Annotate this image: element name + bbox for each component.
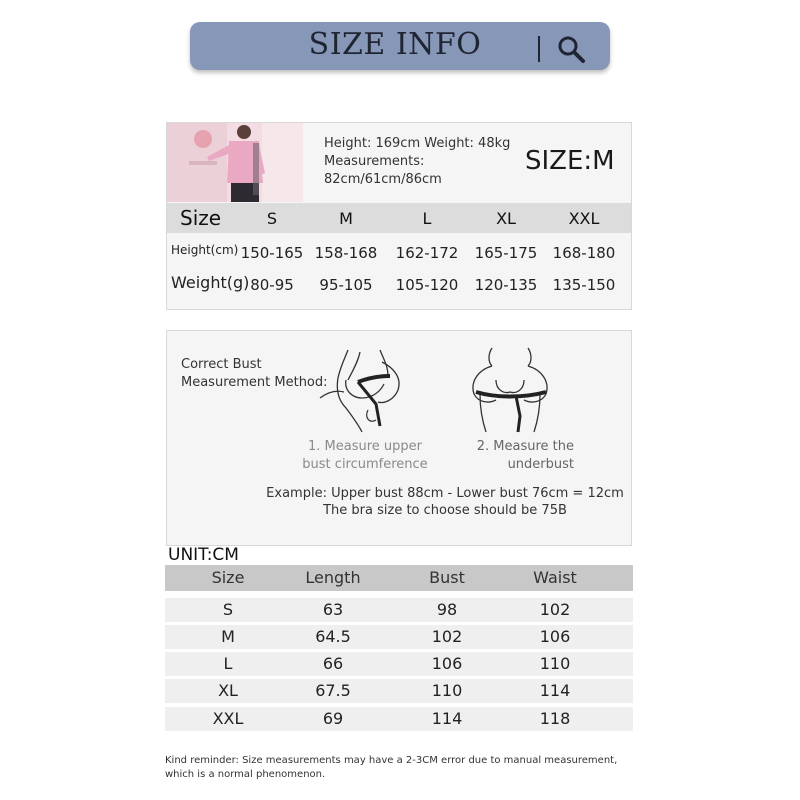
row-waist: 110 — [539, 654, 571, 673]
reminder-line1: Kind reminder: Size measurements may have a 2-3CM error due to manual measurement, — [165, 755, 618, 766]
weight-cell: 95-105 — [319, 276, 373, 294]
model-measurements-value: 82cm/61cm/86cm — [324, 172, 442, 187]
row-bust: 102 — [431, 627, 463, 646]
step1-caption — [300, 438, 430, 474]
table-row — [165, 652, 633, 676]
height-cell: 165-175 — [474, 244, 538, 262]
table-row — [165, 707, 633, 731]
row-size: XXL — [212, 709, 244, 728]
size-col-xl: XL — [496, 209, 516, 228]
size-col-xxl: XXL — [568, 209, 600, 228]
row-length: 67.5 — [315, 681, 351, 700]
example-line1: Example: Upper bust 88cm - Lower bust 76cm = 12cm — [266, 486, 624, 501]
height-cell: 150-165 — [240, 244, 304, 262]
model-measurements — [324, 135, 524, 189]
height-cell: 168-180 — [552, 244, 616, 262]
height-cell: 158-168 — [314, 244, 378, 262]
row-waist: 102 — [539, 600, 571, 619]
step1-line1: 1. Measure upper — [307, 439, 422, 454]
size-col-m: M — [339, 209, 353, 228]
example-line2: The bra size to choose should be 75B — [323, 503, 567, 518]
method-title-line2: Measurement Method: — [181, 375, 328, 390]
reminder-line2: which is a normal phenomenon. — [165, 769, 326, 780]
header-length: Length — [305, 568, 361, 587]
step2-line1: 2. Measure the — [476, 439, 574, 454]
row-bust: 110 — [431, 681, 463, 700]
table-row — [165, 598, 633, 622]
header-bust: Bust — [429, 568, 465, 587]
height-cell: 162-172 — [395, 244, 459, 262]
row-length: 63 — [322, 600, 344, 619]
row-size: M — [221, 627, 235, 646]
model-height-weight: Height: 169cm Weight: 48kg — [324, 136, 511, 151]
step2-caption — [460, 438, 574, 474]
row-length: 69 — [322, 709, 344, 728]
weight-cell: 135-150 — [552, 276, 616, 294]
upper-bust-illustration — [318, 346, 408, 434]
model-photo — [167, 123, 303, 202]
row-size: XL — [218, 681, 238, 700]
row-waist: 106 — [539, 627, 571, 646]
row-length: 64.5 — [315, 627, 351, 646]
header-divider — [538, 36, 540, 62]
step2-line2: underbust — [507, 457, 574, 472]
method-title — [181, 356, 328, 392]
bust-example — [260, 485, 630, 519]
kind-reminder — [165, 754, 645, 782]
weight-cell: 80-95 — [250, 276, 294, 294]
row-waist: 114 — [539, 681, 571, 700]
weight-cell: 105-120 — [395, 276, 459, 294]
row-size: S — [222, 600, 234, 619]
page-title: SIZE INFO — [308, 27, 482, 62]
weight-cell: 120-135 — [474, 276, 538, 294]
size-col-s: S — [266, 209, 278, 228]
table-row — [165, 679, 633, 703]
underbust-illustration — [466, 346, 556, 434]
height-row-label: Height(cm) — [171, 243, 239, 257]
row-size: L — [223, 654, 233, 673]
search-icon[interactable] — [556, 34, 586, 64]
step1-line2: bust circumference — [302, 457, 428, 472]
weight-row-label: Weight(g) — [171, 273, 250, 292]
row-waist: 118 — [539, 709, 571, 728]
table-row — [165, 625, 633, 649]
header-size: Size — [211, 568, 245, 587]
row-bust: 114 — [431, 709, 463, 728]
size-col-l: L — [422, 209, 432, 228]
model-size: SIZE:M — [525, 146, 615, 176]
row-bust: 98 — [436, 600, 458, 619]
size-header-label: Size — [180, 206, 222, 230]
method-title-line1: Correct Bust — [181, 357, 262, 372]
garment-table-header — [165, 565, 633, 591]
row-bust: 106 — [431, 654, 463, 673]
unit-label: UNIT:CM — [168, 545, 239, 565]
header-waist: Waist — [533, 568, 577, 587]
model-measurements-label: Measurements: — [324, 154, 425, 169]
row-length: 66 — [322, 654, 344, 673]
